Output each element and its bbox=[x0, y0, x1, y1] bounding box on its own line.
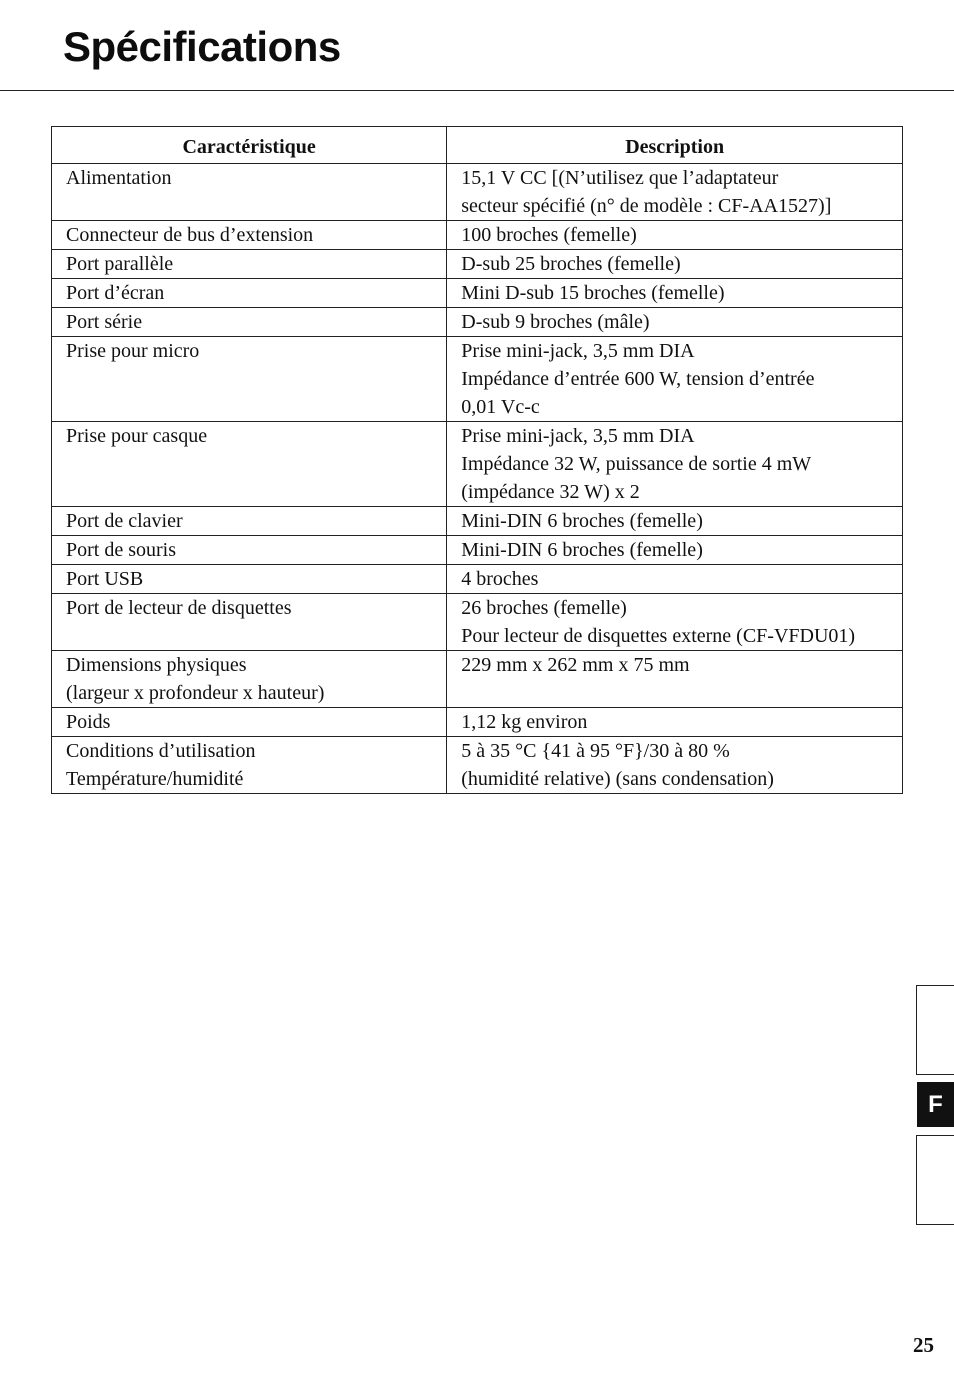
table-row bbox=[52, 221, 903, 250]
feature-cell bbox=[52, 422, 447, 507]
feature-text: (largeur x profondeur x hauteur) bbox=[66, 682, 325, 704]
section-tab-active: F bbox=[917, 1082, 954, 1127]
feature-text: Prise pour micro bbox=[66, 340, 200, 362]
feature-cell bbox=[52, 250, 447, 279]
description-text: 26 broches (femelle) bbox=[461, 597, 627, 619]
description-cell bbox=[447, 164, 903, 221]
description-text: D-sub 25 broches (femelle) bbox=[461, 253, 681, 275]
description-text: Pour lecteur de disquettes externe (CF-VFDU01) bbox=[461, 625, 856, 647]
feature-cell bbox=[52, 337, 447, 422]
table-row bbox=[52, 164, 903, 221]
description-text: Mini-DIN 6 broches (femelle) bbox=[461, 539, 703, 561]
description-text: 0,01 Vc-c bbox=[461, 396, 540, 418]
description-cell bbox=[447, 565, 903, 594]
description-cell bbox=[447, 594, 903, 651]
description-text: D-sub 9 broches (mâle) bbox=[461, 311, 650, 333]
description-text: Prise mini-jack, 3,5 mm DIA bbox=[461, 425, 695, 447]
page-number: 25 bbox=[913, 1333, 934, 1357]
table-row bbox=[52, 337, 903, 422]
feature-text: Port de clavier bbox=[66, 510, 183, 532]
table-row bbox=[52, 250, 903, 279]
feature-text: Température/humidité bbox=[66, 768, 244, 790]
description-cell bbox=[447, 507, 903, 536]
description-text: Prise mini-jack, 3,5 mm DIA bbox=[461, 340, 695, 362]
feature-text: Port USB bbox=[66, 568, 144, 590]
section-tab-next bbox=[916, 1135, 954, 1225]
description-cell bbox=[447, 737, 903, 794]
description-cell bbox=[447, 250, 903, 279]
feature-cell bbox=[52, 708, 447, 737]
feature-cell bbox=[52, 221, 447, 250]
description-text: secteur spécifié (n° de modèle : CF-AA1527)] bbox=[461, 195, 832, 217]
description-text: Mini-DIN 6 broches (femelle) bbox=[461, 510, 703, 532]
table-row bbox=[52, 651, 903, 708]
feature-cell bbox=[52, 507, 447, 536]
description-text: (impédance 32 W) x 2 bbox=[461, 481, 640, 503]
header-description: Description bbox=[447, 127, 903, 164]
description-cell bbox=[447, 422, 903, 507]
table-row bbox=[52, 422, 903, 507]
feature-cell bbox=[52, 279, 447, 308]
description-text: Mini D-sub 15 broches (femelle) bbox=[461, 282, 725, 304]
description-text: 100 broches (femelle) bbox=[461, 224, 637, 246]
feature-cell bbox=[52, 651, 447, 708]
description-cell bbox=[447, 279, 903, 308]
feature-cell bbox=[52, 565, 447, 594]
header-feature: Caractéristique bbox=[52, 127, 447, 164]
description-cell bbox=[447, 536, 903, 565]
table-row bbox=[52, 708, 903, 737]
description-text: (humidité relative) (sans condensation) bbox=[461, 768, 774, 790]
table-row bbox=[52, 308, 903, 337]
description-text: 4 broches bbox=[461, 568, 539, 590]
feature-cell bbox=[52, 308, 447, 337]
feature-text: Port de lecteur de disquettes bbox=[66, 597, 292, 619]
feature-text: Poids bbox=[66, 711, 111, 733]
feature-text: Dimensions physiques bbox=[66, 654, 247, 676]
feature-cell bbox=[52, 594, 447, 651]
description-text: 229 mm x 262 mm x 75 mm bbox=[461, 654, 690, 676]
feature-cell bbox=[52, 536, 447, 565]
table-body bbox=[52, 164, 903, 794]
description-cell bbox=[447, 708, 903, 737]
table-row bbox=[52, 737, 903, 794]
feature-text: Port série bbox=[66, 311, 143, 333]
feature-text: Port d’écran bbox=[66, 282, 165, 304]
page-title: Spécifications bbox=[63, 23, 341, 70]
table-row bbox=[52, 565, 903, 594]
description-cell bbox=[447, 651, 903, 708]
title-divider bbox=[0, 90, 954, 91]
feature-text: Port parallèle bbox=[66, 253, 174, 275]
description-text: Impédance 32 W, puissance de sortie 4 mW bbox=[461, 453, 812, 475]
description-cell bbox=[447, 221, 903, 250]
description-cell bbox=[447, 337, 903, 422]
feature-text: Port de souris bbox=[66, 539, 176, 561]
section-tab-previous bbox=[916, 985, 954, 1075]
description-text: Impédance d’entrée 600 W, tension d’entrée bbox=[461, 368, 815, 390]
description-cell bbox=[447, 308, 903, 337]
feature-text: Prise pour casque bbox=[66, 425, 208, 447]
table-row bbox=[52, 279, 903, 308]
description-text: 15,1 V CC [(N’utilisez que l’adaptateur bbox=[461, 167, 779, 189]
description-text: 1,12 kg environ bbox=[461, 711, 588, 733]
feature-text: Alimentation bbox=[66, 167, 172, 189]
feature-text: Conditions d’utilisation bbox=[66, 740, 256, 762]
feature-cell bbox=[52, 737, 447, 794]
table-header-row bbox=[52, 127, 903, 164]
table-row bbox=[52, 536, 903, 565]
specifications-table bbox=[51, 126, 903, 794]
table-row bbox=[52, 507, 903, 536]
feature-text: Connecteur de bus d’extension bbox=[66, 224, 314, 246]
table-row bbox=[52, 594, 903, 651]
description-text: 5 à 35 °C {41 à 95 °F}/30 à 80 % bbox=[461, 740, 730, 762]
feature-cell bbox=[52, 164, 447, 221]
